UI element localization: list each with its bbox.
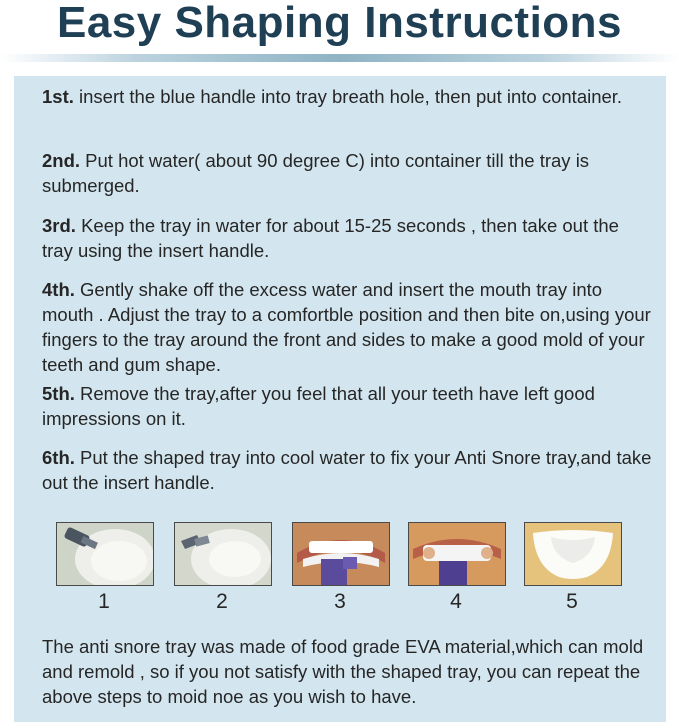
teeth-biting-tray-photo-icon (292, 522, 390, 586)
step-6-label: 6th. (42, 447, 75, 468)
page-title: Easy Shaping Instructions (56, 0, 623, 47)
step-4 (42, 277, 652, 377)
step-1 (42, 84, 652, 109)
teeth-biting-tray-photo-icon (408, 522, 506, 586)
material-note: The anti snore tray was made of food grade EVA material,which can mold and remold , so if you not satisfy with the shaped tray, you can repeat the above steps to moid noe as you wish to have. (42, 636, 644, 707)
step-2-text: Put hot water( about 90 degree C) into container till the tray is submerged. (42, 150, 590, 196)
tray-with-handle-photo-icon (174, 522, 272, 586)
image-number-1: 1 (98, 590, 110, 613)
step-3-label: 3rd. (42, 215, 76, 236)
step-1-text: insert the blue handle into tray breath hole, then put into container. (73, 86, 623, 107)
step-3-text: Keep the tray in water for about 15-25 seconds , then take out the tray using the insert handle. (42, 215, 619, 261)
step-4-label: 4th. (42, 279, 75, 300)
image-number-5: 5 (566, 590, 578, 613)
step-5-text: Remove the tray,after you feel that all your teeth have left good impressions on it. (42, 383, 595, 429)
step-2-label: 2nd. (42, 150, 81, 171)
step-2 (42, 148, 652, 198)
step-6-text: Put the shaped tray into cool water to fix your Anti Snore tray,and take out the insert handle. (42, 447, 652, 493)
step-5 (42, 381, 652, 431)
step-3 (42, 213, 652, 263)
step-6 (42, 445, 652, 495)
image-number-4: 4 (450, 590, 462, 613)
step-4-text: Gently shake off the excess water and insert the mouth tray into mouth . Adjust the tray to a comfortble position and then bite on,using your fingers to the tray around the front and sides to make a good mold of your teeth and gum shape. (42, 279, 651, 375)
tray-with-handle-photo-icon (56, 522, 154, 586)
molded-tray-photo-icon (524, 522, 622, 586)
step-5-label: 5th. (42, 383, 75, 404)
image-number-3: 3 (334, 590, 346, 613)
title-divider (0, 54, 679, 62)
image-number-2: 2 (216, 590, 228, 613)
step-1-label: 1st. (42, 86, 74, 107)
